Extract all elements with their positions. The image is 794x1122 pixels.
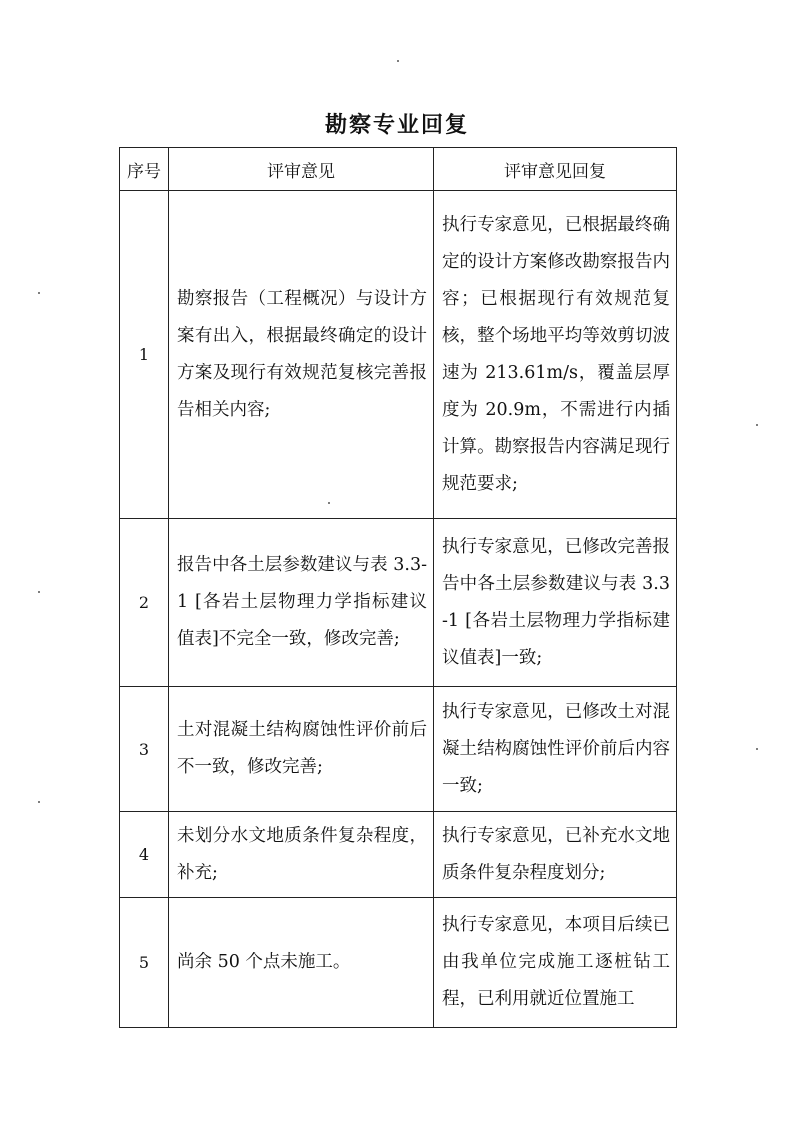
scan-speck [397,60,399,62]
table-row [120,191,677,519]
scan-speck [38,801,40,803]
opinion-reply-cell: 执行专家意见，本项目后续已由我单位完成施工逐桩钻工程，已利用就近位置施工 [434,898,677,1028]
scan-speck [756,424,758,426]
review-opinion-cell: 土对混凝土结构腐蚀性评价前后不一致，修改完善; [169,687,434,812]
review-table [119,147,677,1028]
table-header-row [120,148,677,191]
review-opinion-cell: 未划分水文地质条件复杂程度，补充; [169,812,434,898]
review-opinion-cell: 尚余 50 个点未施工。 [169,898,434,1028]
header-review-opinion: 评审意见 [169,148,434,191]
serial-number-cell: 5 [120,898,169,1028]
opinion-reply-cell: 执行专家意见，已修改土对混凝土结构腐蚀性评价前后内容一致; [434,687,677,812]
review-opinion-cell: 报告中各土层参数建议与表 3.3-1 [各岩土层物理力学指标建议值表]不完全一致，修改完善; [169,519,434,687]
serial-number-cell: 1 [120,191,169,519]
table-row [120,519,677,687]
table-row [120,898,677,1028]
serial-number-cell: 4 [120,812,169,898]
serial-number-cell: 3 [120,687,169,812]
header-opinion-reply: 评审意见回复 [434,148,677,191]
opinion-reply-cell: 执行专家意见，已修改完善报告中各土层参数建议与表 3.3-1 [各岩土层物理力学指标建议值表]一致; [434,519,677,687]
serial-number-cell: 2 [120,519,169,687]
scan-speck [328,502,330,504]
review-opinion-cell: 勘察报告（工程概况）与设计方案有出入，根据最终确定的设计方案及现行有效规范复核完善报告相关内容; [169,191,434,519]
scan-speck [38,292,40,294]
page-title: 勘察专业回复 [324,112,469,138]
header-serial-number: 序号 [120,148,169,191]
table-row [120,687,677,812]
table-row [120,812,677,898]
opinion-reply-cell: 执行专家意见，已补充水文地质条件复杂程度划分; [434,812,677,898]
scan-speck [756,748,758,750]
scan-speck [38,591,40,593]
opinion-reply-cell: 执行专家意见，已根据最终确定的设计方案修改勘察报告内容；已根据现行有效规范复核，整个场地平均等效剪切波速为 213.61m/s，覆盖层厚度为 20.9m，不需进行内插计算。勘察报告内容满足现行规范要求; [434,191,677,519]
